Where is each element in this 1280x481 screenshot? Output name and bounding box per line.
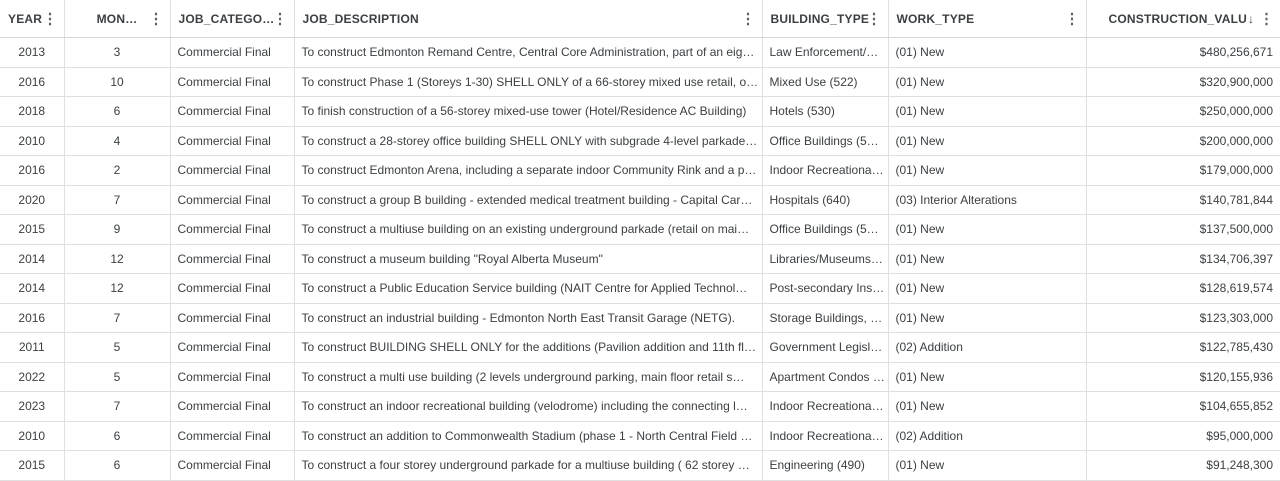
table-row[interactable] <box>0 215 1280 245</box>
job-category-cell[interactable]: Commercial Final <box>170 126 294 156</box>
construction-value-cell[interactable]: $140,781,844 <box>1086 185 1280 215</box>
job-description-cell[interactable]: To construct a multiuse building on an existing underground parkade (retail on mai… <box>294 215 762 245</box>
table-row[interactable] <box>0 156 1280 186</box>
job-category-cell[interactable]: Commercial Final <box>170 333 294 363</box>
year-cell[interactable]: 2023 <box>0 392 64 422</box>
work-type-cell[interactable]: (02) Addition <box>888 333 1086 363</box>
column-header-label: YEAR <box>8 11 43 26</box>
building-type-cell[interactable]: Storage Buildings, … <box>762 303 888 333</box>
construction-value-cell[interactable]: $95,000,000 <box>1086 421 1280 451</box>
building-type-cell[interactable]: Indoor Recreationa… <box>762 421 888 451</box>
job-description-cell[interactable]: To construct Phase 1 (Storeys 1-30) SHELL ONLY of a 66-storey mixed use retail, o… <box>294 67 762 97</box>
month-cell[interactable]: 12 <box>64 274 170 304</box>
table-row[interactable] <box>0 303 1280 333</box>
construction-value-cell[interactable]: $320,900,000 <box>1086 67 1280 97</box>
table-row[interactable] <box>0 392 1280 422</box>
year-cell[interactable]: 2020 <box>0 185 64 215</box>
job-category-cell[interactable]: Commercial Final <box>170 274 294 304</box>
job-category-cell[interactable]: Commercial Final <box>170 451 294 481</box>
work-type-cell[interactable]: (01) New <box>888 451 1086 481</box>
job-category-cell[interactable]: Commercial Final <box>170 38 294 68</box>
month-cell[interactable]: 5 <box>64 333 170 363</box>
month-cell[interactable]: 6 <box>64 451 170 481</box>
construction-value-cell[interactable]: $200,000,000 <box>1086 126 1280 156</box>
work-type-cell[interactable]: (02) Addition <box>888 421 1086 451</box>
table-row[interactable] <box>0 333 1280 363</box>
year-cell[interactable]: 2015 <box>0 215 64 245</box>
column-header-label: JOB_CATEGO… <box>178 11 275 26</box>
month-cell[interactable]: 6 <box>64 421 170 451</box>
column-header-job-category[interactable] <box>170 0 294 38</box>
work-type-cell[interactable]: (01) New <box>888 156 1086 186</box>
construction-value-cell[interactable]: $250,000,000 <box>1086 97 1280 127</box>
table-row[interactable] <box>0 67 1280 97</box>
column-menu-icon[interactable]: ⋮ <box>740 10 756 27</box>
year-cell[interactable]: 2013 <box>0 38 64 68</box>
table-row[interactable] <box>0 274 1280 304</box>
construction-value-cell[interactable]: $480,256,671 <box>1086 38 1280 68</box>
column-header-building-type[interactable] <box>762 0 888 38</box>
construction-value-cell[interactable]: $122,785,430 <box>1086 333 1280 363</box>
table-row[interactable] <box>0 244 1280 274</box>
construction-value-cell[interactable]: $120,155,936 <box>1086 362 1280 392</box>
building-type-cell[interactable]: Office Buildings (5… <box>762 215 888 245</box>
column-header-year[interactable] <box>0 0 64 38</box>
month-cell[interactable]: 10 <box>64 67 170 97</box>
job-category-cell[interactable]: Commercial Final <box>170 303 294 333</box>
construction-value-cell[interactable]: $128,619,574 <box>1086 274 1280 304</box>
job-description-cell[interactable]: To construct Edmonton Arena, including a separate indoor Community Rink and a p… <box>294 156 762 186</box>
job-description-cell[interactable]: To construct a group B building - extended medical treatment building - Capital Car… <box>294 185 762 215</box>
construction-value-cell[interactable]: $104,655,852 <box>1086 392 1280 422</box>
year-cell[interactable]: 2010 <box>0 126 64 156</box>
construction-value-cell[interactable]: $134,706,397 <box>1086 244 1280 274</box>
construction-value-cell[interactable]: $91,248,300 <box>1086 451 1280 481</box>
year-cell[interactable]: 2014 <box>0 244 64 274</box>
column-header-work-type[interactable] <box>888 0 1086 38</box>
job-category-cell[interactable]: Commercial Final <box>170 244 294 274</box>
work-type-cell[interactable]: (01) New <box>888 215 1086 245</box>
column-header-label: JOB_DESCRIPTION <box>302 11 419 26</box>
month-cell[interactable]: 5 <box>64 362 170 392</box>
work-type-cell[interactable]: (03) Interior Alterations <box>888 185 1086 215</box>
job-category-cell[interactable]: Commercial Final <box>170 185 294 215</box>
job-description-cell[interactable]: To construct a 28-storey office building SHELL ONLY with subgrade 4-level parkade… <box>294 126 762 156</box>
column-header-label: MON… <box>96 11 138 26</box>
year-cell[interactable]: 2015 <box>0 451 64 481</box>
table-row[interactable] <box>0 185 1280 215</box>
grid-body <box>0 38 1280 481</box>
work-type-cell[interactable]: (01) New <box>888 274 1086 304</box>
column-menu-icon[interactable]: ⋮ <box>866 10 882 27</box>
year-cell[interactable]: 2016 <box>0 303 64 333</box>
month-cell[interactable]: 6 <box>64 97 170 127</box>
column-header-construction-value[interactable] <box>1086 0 1280 38</box>
building-type-cell[interactable]: Law Enforcement/… <box>762 38 888 68</box>
job-category-cell[interactable]: Commercial Final <box>170 362 294 392</box>
construction-value-cell[interactable]: $179,000,000 <box>1086 156 1280 186</box>
work-type-cell[interactable]: (01) New <box>888 38 1086 68</box>
column-header-label: WORK_TYPE <box>896 11 975 26</box>
column-header-label: CONSTRUCTION_VALU <box>1108 11 1248 26</box>
column-menu-icon[interactable]: ⋮ <box>1259 10 1274 27</box>
table-row[interactable] <box>0 38 1280 68</box>
building-type-cell[interactable]: Mixed Use (522) <box>762 67 888 97</box>
job-description-cell[interactable]: To construct BUILDING SHELL ONLY for the additions (Pavilion addition and 11th fl… <box>294 333 762 363</box>
month-cell[interactable]: 9 <box>64 215 170 245</box>
month-cell[interactable]: 3 <box>64 38 170 68</box>
column-header-label: BUILDING_TYPE <box>770 11 870 26</box>
building-type-cell[interactable]: Office Buildings (5… <box>762 126 888 156</box>
job-category-cell[interactable]: Commercial Final <box>170 392 294 422</box>
month-cell[interactable]: 2 <box>64 156 170 186</box>
job-description-cell[interactable]: To construct a four storey underground parkade for a multiuse building ( 62 storey … <box>294 451 762 481</box>
column-menu-icon[interactable]: ⋮ <box>1064 10 1080 27</box>
month-cell[interactable]: 7 <box>64 392 170 422</box>
building-type-cell[interactable]: Apartment Condos … <box>762 362 888 392</box>
job-category-cell[interactable]: Commercial Final <box>170 421 294 451</box>
table-row[interactable] <box>0 451 1280 481</box>
month-cell[interactable]: 7 <box>64 185 170 215</box>
work-type-cell[interactable]: (01) New <box>888 244 1086 274</box>
header-row <box>0 0 1280 38</box>
column-menu-icon[interactable]: ⋮ <box>272 10 288 27</box>
job-description-cell[interactable]: To construct an addition to Commonwealth Stadium (phase 1 - North Central Field … <box>294 421 762 451</box>
building-type-cell[interactable]: Government Legisl… <box>762 333 888 363</box>
table-row[interactable] <box>0 126 1280 156</box>
year-cell[interactable]: 2010 <box>0 421 64 451</box>
month-cell[interactable]: 7 <box>64 303 170 333</box>
building-type-cell[interactable]: Post-secondary Ins… <box>762 274 888 304</box>
work-type-cell[interactable]: (01) New <box>888 97 1086 127</box>
column-header-month[interactable] <box>64 0 170 38</box>
job-description-cell[interactable]: To finish construction of a 56-storey mixed-use tower (Hotel/Residence AC Building) <box>294 97 762 127</box>
job-description-cell[interactable]: To construct a museum building "Royal Alberta Museum" <box>294 244 762 274</box>
month-cell[interactable]: 4 <box>64 126 170 156</box>
job-category-cell[interactable]: Commercial Final <box>170 67 294 97</box>
building-type-cell[interactable]: Hotels (530) <box>762 97 888 127</box>
table-row[interactable] <box>0 421 1280 451</box>
column-menu-icon[interactable]: ⋮ <box>148 10 164 27</box>
work-type-cell[interactable]: (01) New <box>888 303 1086 333</box>
building-type-cell[interactable]: Engineering (490) <box>762 451 888 481</box>
year-cell[interactable]: 2016 <box>0 67 64 97</box>
job-description-cell[interactable]: To construct an industrial building - Edmonton North East Transit Garage (NETG). <box>294 303 762 333</box>
job-category-cell[interactable]: Commercial Final <box>170 215 294 245</box>
work-type-cell[interactable]: (01) New <box>888 362 1086 392</box>
sort-descending-icon[interactable]: ↓ <box>1248 11 1254 26</box>
table-row[interactable] <box>0 362 1280 392</box>
year-cell[interactable]: 2016 <box>0 156 64 186</box>
building-type-cell[interactable]: Indoor Recreationa… <box>762 156 888 186</box>
building-type-cell[interactable]: Indoor Recreationa… <box>762 392 888 422</box>
job-description-cell[interactable]: To construct a Public Education Service building (NAIT Centre for Applied Technol… <box>294 274 762 304</box>
work-type-cell[interactable]: (01) New <box>888 67 1086 97</box>
construction-value-cell[interactable]: $137,500,000 <box>1086 215 1280 245</box>
table-row[interactable] <box>0 97 1280 127</box>
building-type-cell[interactable]: Libraries/Museums… <box>762 244 888 274</box>
year-cell[interactable]: 2018 <box>0 97 64 127</box>
construction-value-cell[interactable]: $123,303,000 <box>1086 303 1280 333</box>
work-type-cell[interactable]: (01) New <box>888 126 1086 156</box>
job-description-cell[interactable]: To construct Edmonton Remand Centre, Central Core Administration, part of an eig… <box>294 38 762 68</box>
month-cell[interactable]: 12 <box>64 244 170 274</box>
job-category-cell[interactable]: Commercial Final <box>170 156 294 186</box>
job-category-cell[interactable]: Commercial Final <box>170 97 294 127</box>
column-menu-icon[interactable]: ⋮ <box>42 10 58 27</box>
column-header-job-description[interactable] <box>294 0 762 38</box>
work-type-cell[interactable]: (01) New <box>888 392 1086 422</box>
job-description-cell[interactable]: To construct a multi use building (2 levels underground parking, main floor retail s… <box>294 362 762 392</box>
year-cell[interactable]: 2011 <box>0 333 64 363</box>
job-description-cell[interactable]: To construct an indoor recreational building (velodrome) including the connecting l… <box>294 392 762 422</box>
year-cell[interactable]: 2022 <box>0 362 64 392</box>
building-type-cell[interactable]: Hospitals (640) <box>762 185 888 215</box>
year-cell[interactable]: 2014 <box>0 274 64 304</box>
